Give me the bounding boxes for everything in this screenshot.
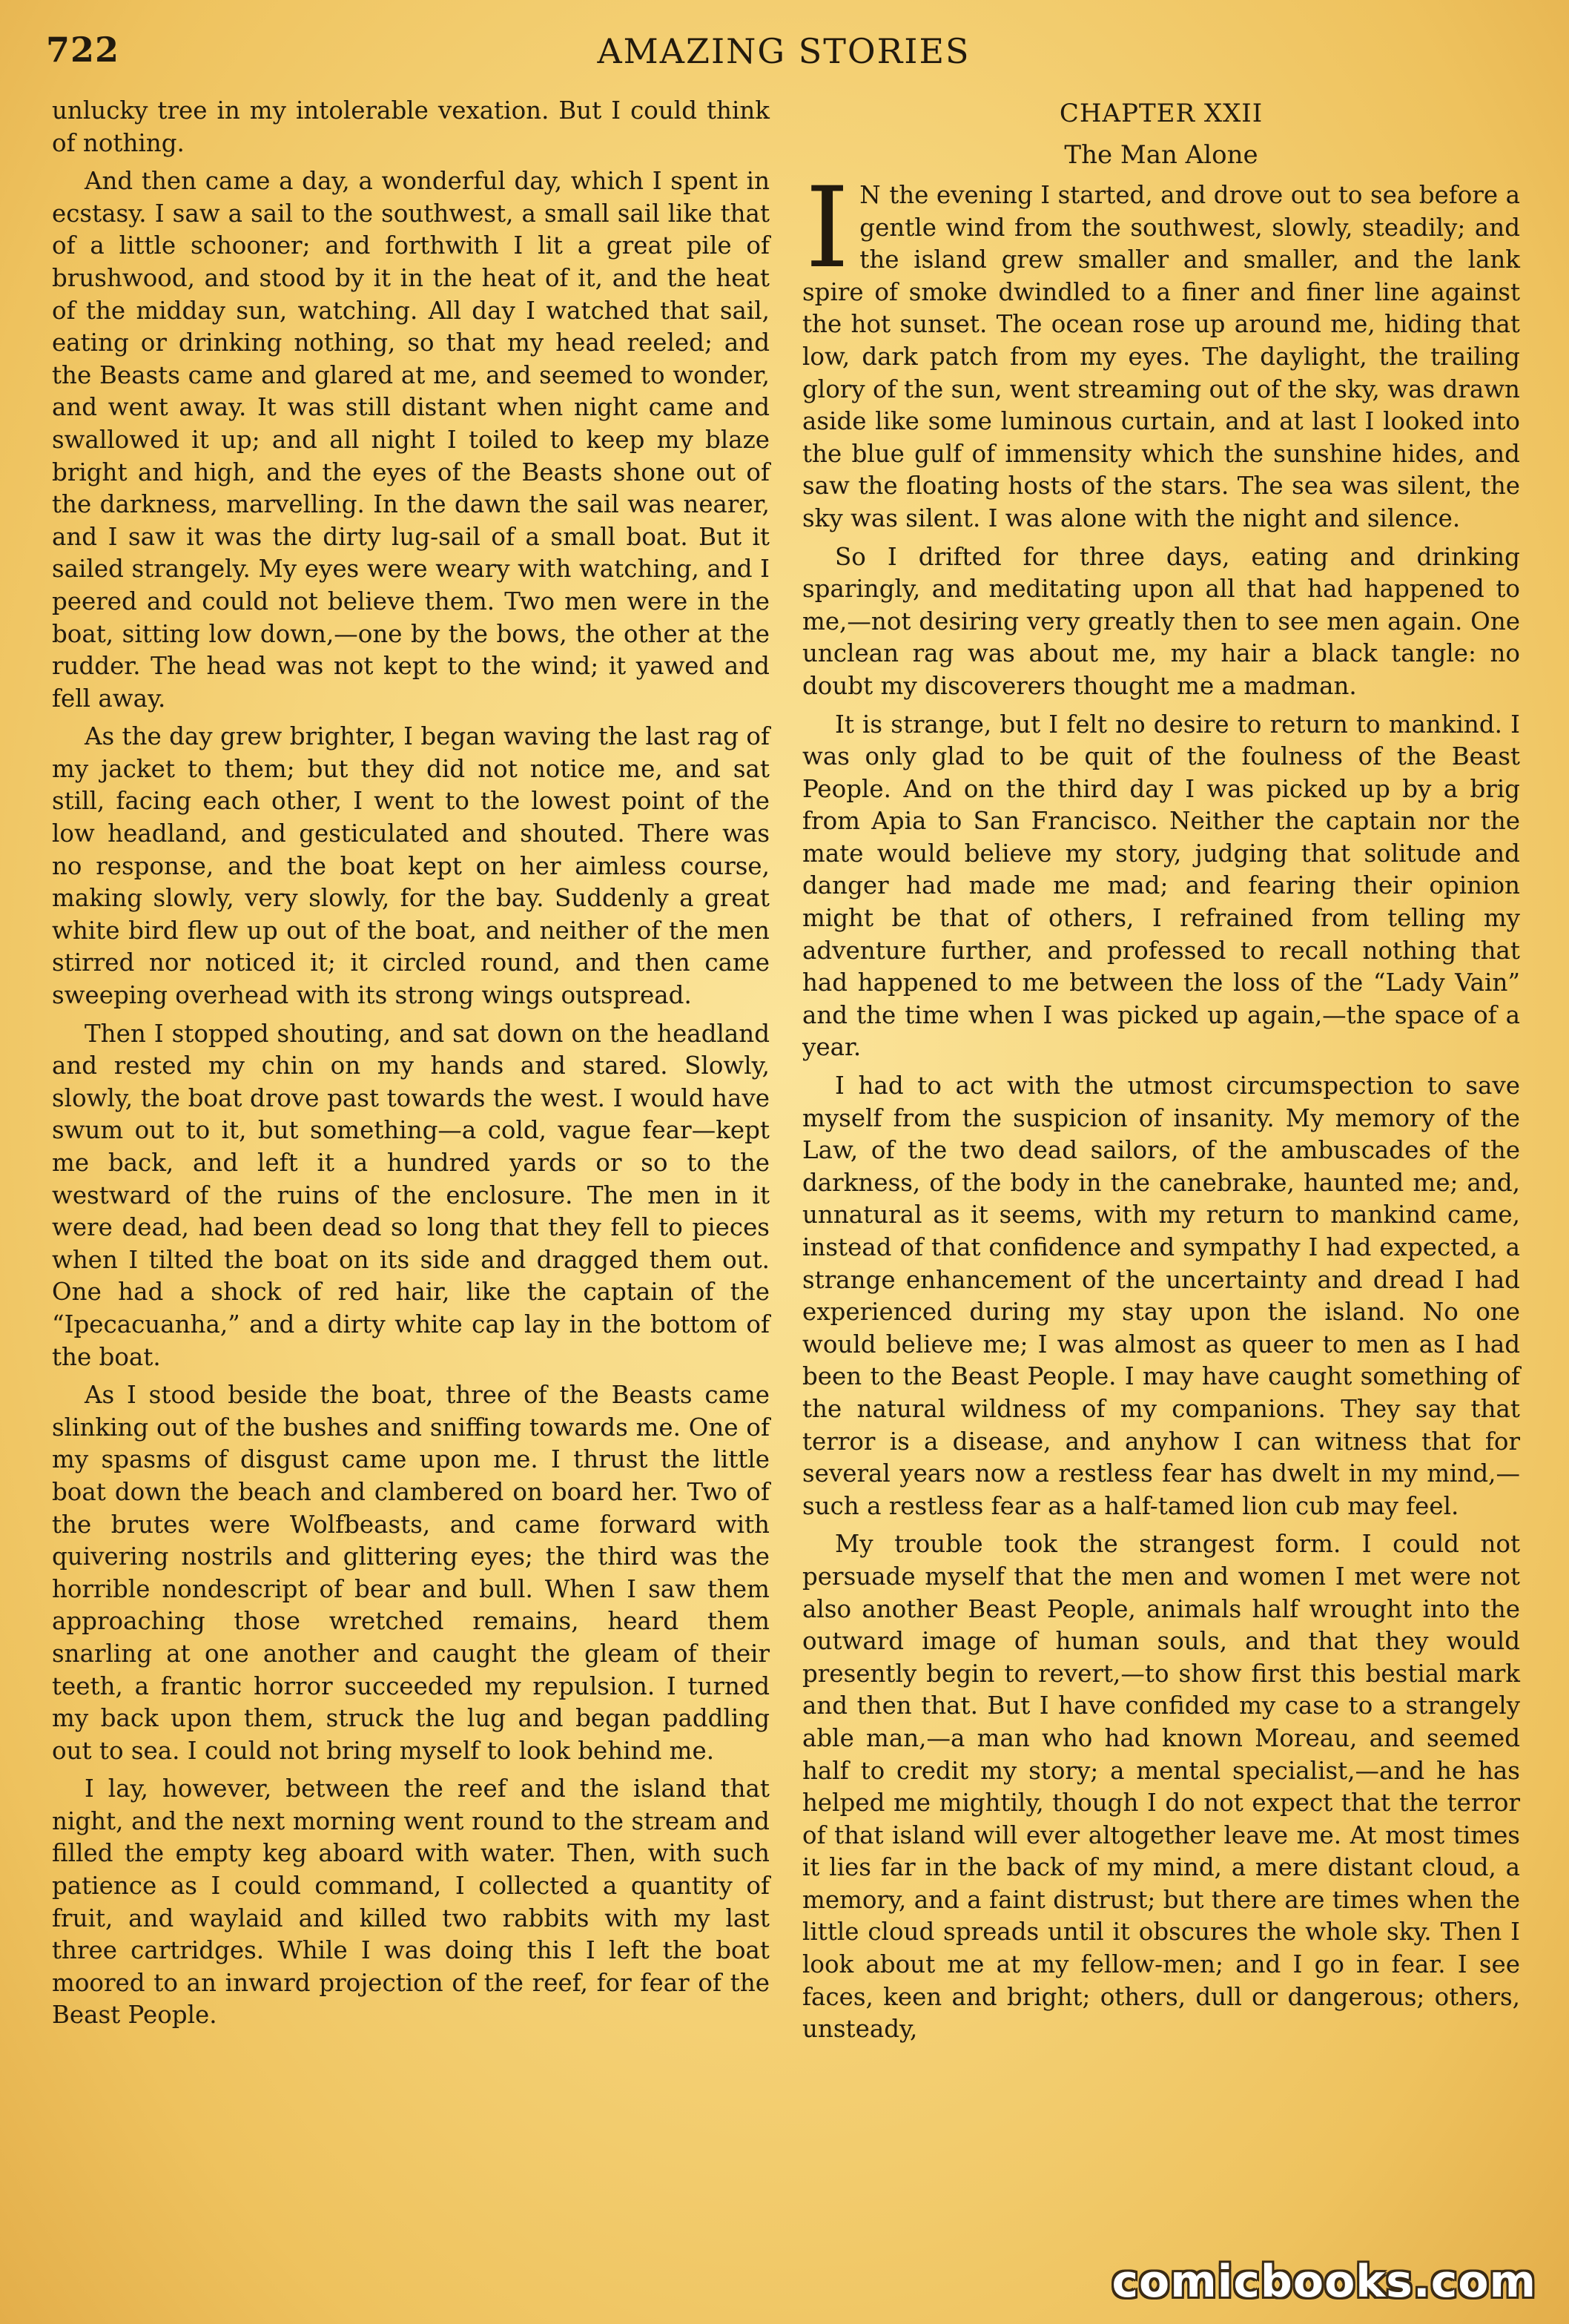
left-column xyxy=(52,95,770,2038)
page-header xyxy=(46,30,1522,82)
paragraph: As the day grew brighter, I began waving the last rag of my jacket to them; but they did not notice me, and sat still, facing each other, I went to the lowest point of the low headland, and gesticulated and shouted. There was no response, and the boat kept on her aimless course, making slowly, very slowly, for the bay. Suddenly a great white bird flew up out of the boat, and neither of the men stirred nor noticed it; it circled round, and then came sweeping overhead with its strong wings outspread. xyxy=(52,722,770,1010)
opening-paragraph-text: the evening I started, and drove out to sea before a gentle wind from the southwest, slowly, steadily; and the island grew smaller and smaller, and the lank spire of smoke dwindled to a finer and finer line against the hot sunset. The ocean rose up around me, hiding that low, dark patch from my eyes. The daylight, the trailing glory of the sun, went streaming out of the sky, was drawn aside like some luminous curtain, and at last I looked into the blue gulf of immensity which the sunshine hides, and saw the floating hosts of the stars. The sea was silent, the sky was silent. I was alone with the night and silence. xyxy=(802,181,1520,532)
watermark: comicbooks.com xyxy=(1111,2256,1536,2308)
paragraph: As I stood beside the boat, three of the Beasts came slinking out of the bushes and sniffing towards me. One of my spasms of disgust came upon me. I thrust the little boat down the beach and clambered on board her. Two of the brutes were Wolfbeasts, and came forward with quivering nostrils and glittering eyes; the third was the horrible nondescript of bear and bull. When I saw them approaching those wretched remains, heard them snarling at one another and caught the gleam of their teeth, a frantic horror succeeded my repulsion. I turned my back upon them, struck the lug and began paddling out to sea. I could not bring myself to look behind me. xyxy=(52,1381,770,1765)
right-column xyxy=(802,95,1520,2052)
paragraph: I lay, however, between the reef and the island that night, and the next morning went round to the stream and filled the empty keg aboard with water. Then, with such patience as I could command, I collected a quantity of fruit, and waylaid and killed two rabbits with my last three cartridges. While I was doing this I left the boat moored to an inward projection of the reef, for fear of the Beast People. xyxy=(52,1775,770,2030)
paragraph: I had to act with the utmost circumspection to save myself from the suspicion of insanity. My memory of the Law, of the two dead sailors, of the ambuscades of the darkness, of the body in the canebrake, haunted me; and, unnatural as it seems, with my return to mankind came, instead of that confidence and sympathy I had expected, a strange enhancement of the uncertainty and dread I had experienced during my stay upon the island. No one would believe me; I was almost as queer to men as I had been to the Beast People. I may have caught something of the natural wildness of my companions. They say that terror is a disease, and anyhow I can witness that for several years now a restless fear has dwelt in my mind,—such a restless fear as a half-tamed lion cub may feel. xyxy=(802,1072,1520,1520)
paragraph: It is strange, but I felt no desire to return to mankind. I was only glad to be quit of the foulness of the Beast People. And on the third day I was picked up by a brig from Apia to San Francisco. Neither the captain nor the mate would believe my story, judging that solitude and danger had made me mad; and fearing their opinion might be that of others, I refrained from telling my adventure further, and professed to recall nothing that had happened to me between the loss of the “Lady Vain” and the time when I was picked up again,—the space of a year. xyxy=(802,710,1520,1062)
chapter-title: The Man Alone xyxy=(1064,140,1258,170)
paragraph: Then I stopped shouting, and sat down on the headland and rested my chin on my hands and stared. Slowly, slowly, the boat drove past towards the west. I would have swum out to it, but something—a cold, vague fear—kept me back, and left it a hundred yards or so to the westward of the ruins of the enclosure. The men in it were dead, had been dead so long that they fell to pieces when I tilted the boat on its side and dragged them out. One had a shock of red hair, like the captain of the “Ipecacuanha,” and a dirty white cap lay in the bottom of the boat. xyxy=(52,1019,770,1371)
page-number: 722 xyxy=(46,30,120,70)
paragraph: unlucky tree in my intolerable vexation. But I could think of nothing. xyxy=(52,96,770,157)
chapter-heading: CHAPTER XXII xyxy=(1059,99,1264,128)
magazine-title: AMAZING STORIES xyxy=(597,31,971,71)
opening-word-rest: N xyxy=(859,181,882,209)
paragraph: So I drifted for three days, eating and drinking sparingly, and meditating upon all that had happened to me,—not desiring very greatly then to see men again. One unclean rag was about me, my hair a black tangle: no doubt my discoverers thought me a madman. xyxy=(802,542,1520,700)
chapter-opening-paragraph xyxy=(802,164,1520,535)
paragraph: And then came a day, a wonderful day, which I spent in ecstasy. I saw a sail to the southwest, a small sail like that of a little schooner; and forthwith I lit a great pile of brushwood, and stood by it in the heat of it, and the heat of the midday sun, watching. All day I watched that sail, eating or drinking nothing, so that my head reeled; and the Beasts came and glared at me, and seemed to wonder, and went away. It was still distant when night came and swallowed it up; and all night I toiled to keep my blaze bright and high, and the eyes of the Beasts shone out of the darkness, marvelling. In the dawn the sail was nearer, and I saw it was the dirty lug-sail of a small boat. But it sailed strangely. My eyes were weary with watching, and I peered and could not believe them. Two men were in the boat, sitting low down,—one by the bows, the other at the rudder. The head was not kept to the wind; it yawed and fell away. xyxy=(52,167,770,713)
drop-cap: I xyxy=(805,164,850,293)
paragraph: My trouble took the strangest form. I could not persuade myself that the men and women I met were not also another Beast People, animals half wrought into the outward image of human souls, and that they would presently begin to revert,—to show first this bestial mark and then that. But I have confided my case to a strangely able man,—a man who had known Moreau, and seemed half to credit my story; a mental specialist,—and he has helped me mightily, though I do not expect that the terror of that island will ever altogether leave me. At most times it lies far in the back of my mind, a mere distant cloud, a memory, and a faint distrust; but there are times when the little cloud spreads until it obscures the whole sky. Then I look about me at my fellow-men; and I go in fear. I see faces, keen and bright; others, dull or dangerous; others, unsteady, xyxy=(802,1530,1520,2044)
